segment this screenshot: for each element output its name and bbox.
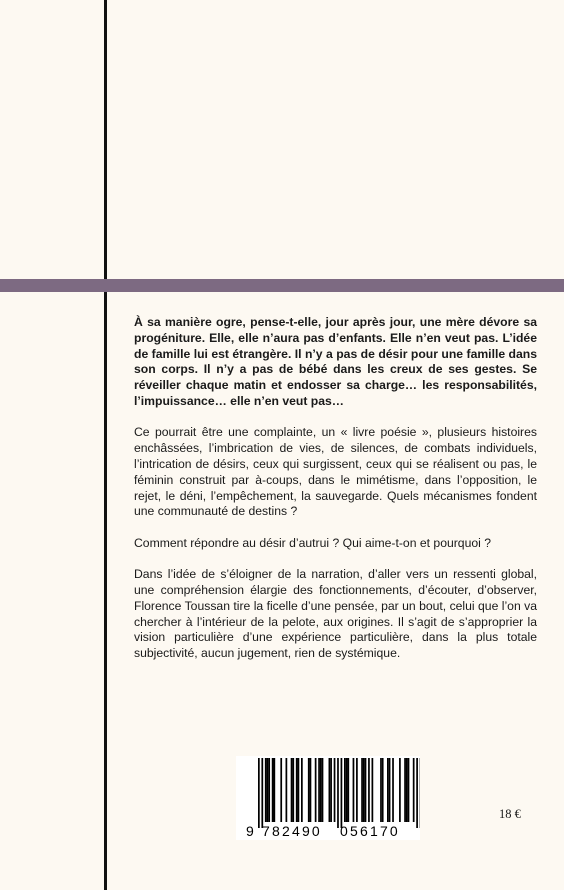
barcode-bar <box>265 758 267 822</box>
barcode-bar <box>292 758 294 822</box>
barcode-graphic <box>236 756 420 840</box>
barcode-bar <box>363 758 365 822</box>
barcode-bar <box>286 758 288 822</box>
barcode-bar <box>365 758 367 822</box>
barcode-bar <box>329 758 331 822</box>
barcode-bar <box>301 758 303 822</box>
barcode-bar <box>291 758 293 822</box>
barcode-first-digit: 9 <box>246 823 254 839</box>
barcode-bar <box>318 758 320 822</box>
barcode-bar <box>337 758 339 828</box>
blurb-paragraph-2: Ce pourrait être une complainte, un « livre poésie », plusieurs histoires enchâssées, l’imbrication de vies, de silences, de combats individuels, l’intrication de désirs, ceux qui surgissent, ceux qui se réalisent ou pas, le féminin construit par à-coups, dans le mimétisme, dans l’opposition, le rejet, le déni, l’empêchement, la sauvegarde. Quels mécanismes fondent une communauté de destins ? <box>134 425 537 519</box>
blurb-lead: À sa manière ogre, pense-t-elle, jour après jour, une mère dévore sa progéniture. Elle, elle n’aura pas d’enfants. Elle n’en veut pas. L’idée de famille lui est étrangère. Il n’y a pas de désir pour une famille dans son corps. Il n’y a pas de bébé dans les creux de ses gestes. Se réveiller chaque matin et endosser sa charge… les responsabilités, l’impuissance… elle n’en veut pas… <box>134 315 537 408</box>
barcode-bar <box>408 758 410 822</box>
barcode-bar <box>267 758 269 822</box>
barcode-bar <box>368 758 370 822</box>
barcode-bar <box>272 758 274 822</box>
barcode-bar <box>389 758 391 822</box>
blurb-paragraph-4: Dans l’idée de s’éloigner de la narration, d’aller vers un ressenti global, une compréhension élargie des fonctionnements, d’écouter, d’observer, Florence Toussan tire la ficelle d’une pensée, par un bout, celui que l’on va chercher à l’intérieur de la pelote, aux origines. Il s’agit de s’approprier la vision particulière d’une expérience particulière, dans la plus totale subjectivité, aucun jugement, rien de systémique. <box>134 567 537 661</box>
barcode-bar <box>380 758 382 822</box>
barcode-bar <box>330 758 332 822</box>
barcode-left-digits: 782490 <box>262 823 322 839</box>
barcode-bar <box>344 758 346 822</box>
barcode-bar <box>296 758 298 822</box>
barcode-bar <box>406 758 408 822</box>
barcode-bar <box>280 758 282 822</box>
price-label: 18 € <box>499 807 521 821</box>
barcode-bar <box>356 758 358 822</box>
barcode-bar <box>298 758 300 822</box>
barcode-bar <box>392 758 394 822</box>
barcode-bar <box>361 758 363 822</box>
barcode-bar <box>268 758 270 822</box>
barcode-bar <box>404 758 406 822</box>
barcode-bar <box>273 758 275 822</box>
barcode-bar <box>315 758 317 822</box>
barcode-bar <box>413 758 415 822</box>
barcode-bar <box>416 758 418 828</box>
barcode-bar <box>382 758 384 822</box>
barcode-bar <box>258 758 260 828</box>
barcode-bar <box>308 758 310 822</box>
barcode-bar <box>387 758 389 822</box>
vertical-rule <box>104 0 107 890</box>
barcode-bar <box>372 758 374 822</box>
barcode-bar <box>310 758 312 822</box>
barcode-bar <box>346 758 348 822</box>
barcode-bar <box>322 758 324 822</box>
barcode-bar <box>353 758 355 822</box>
barcode-bar <box>320 758 322 822</box>
barcode-bar <box>399 758 401 822</box>
isbn-barcode <box>236 756 420 840</box>
blurb-paragraph-3: Comment répondre au désir d’autrui ? Qui aime-t-on et pourquoi ? <box>134 535 492 550</box>
barcode-right-digits: 056170 <box>340 823 400 839</box>
horizontal-band <box>0 279 564 292</box>
barcode-bar <box>347 758 349 822</box>
barcode-bar <box>334 758 336 822</box>
back-cover-text <box>134 315 537 678</box>
barcode-bars <box>258 758 420 828</box>
barcode-bar <box>341 758 343 828</box>
barcode-bar <box>261 758 263 828</box>
